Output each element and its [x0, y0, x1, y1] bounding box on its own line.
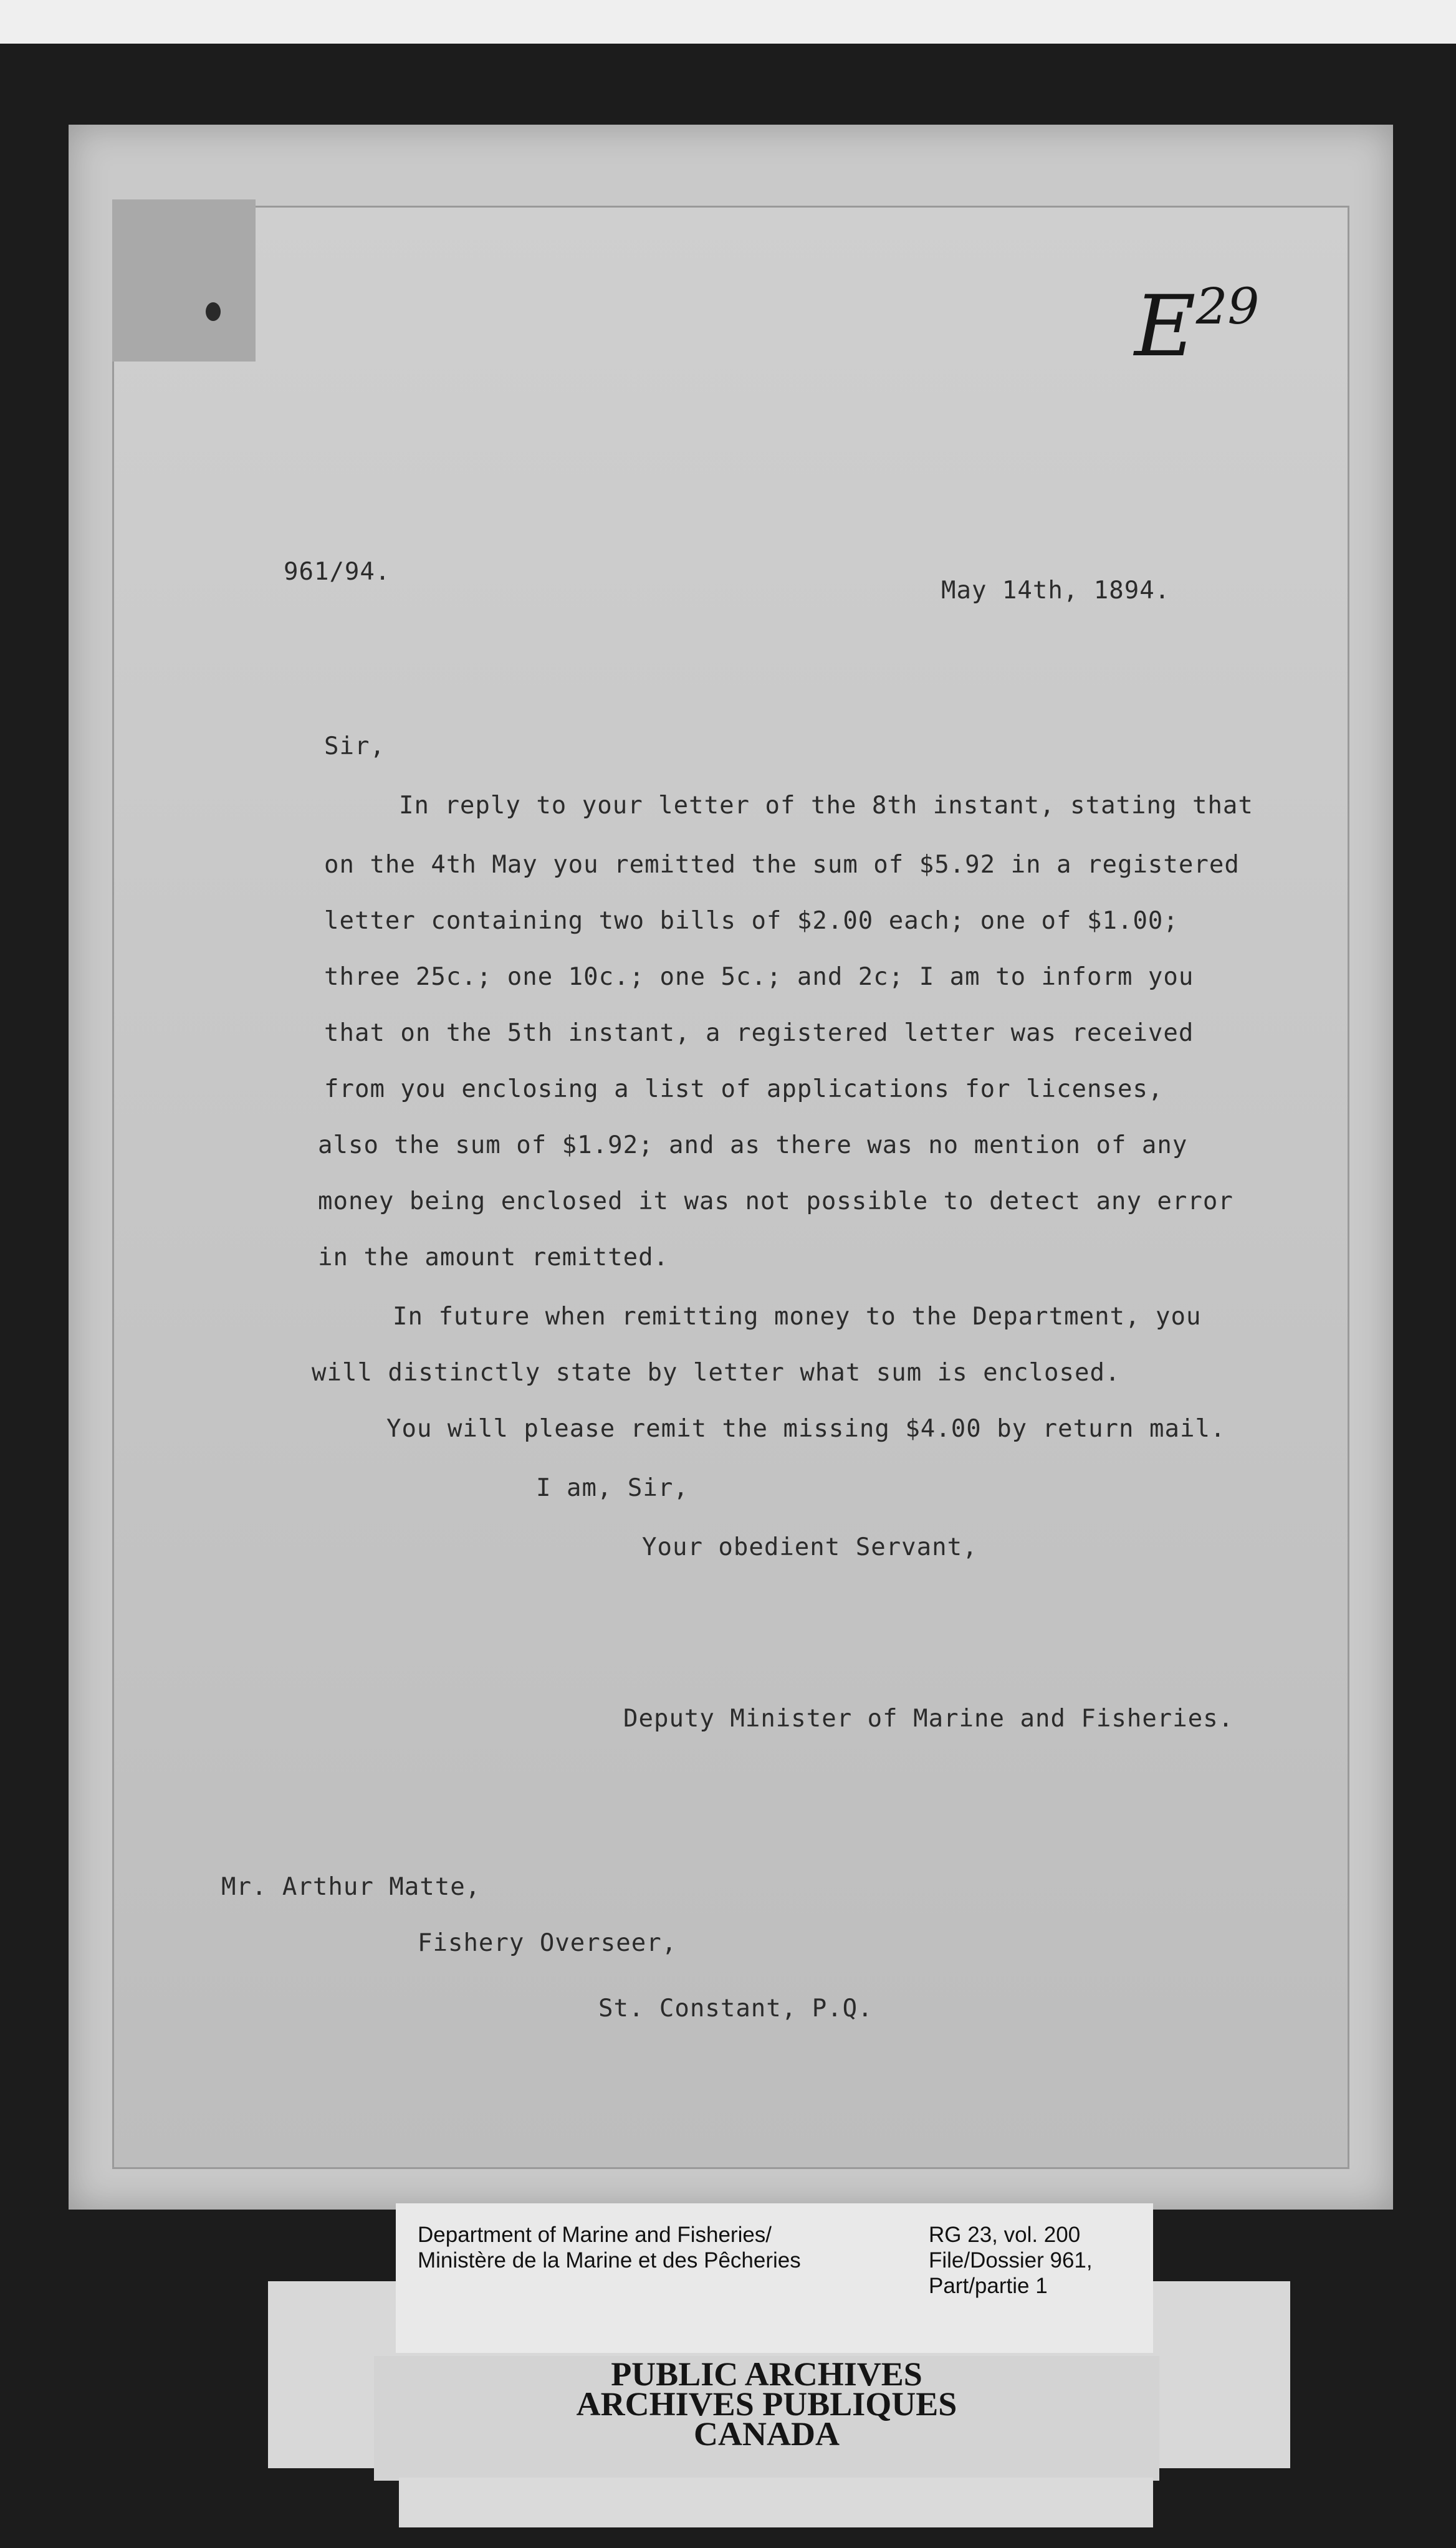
body-line: that on the 5th instant, a registered letter was received [324, 1019, 1194, 1047]
signatory: Deputy Minister of Marine and Fisheries. [623, 1705, 1234, 1733]
letter-date: May 14th, 1894. [941, 577, 1171, 605]
archive-base [399, 2478, 1153, 2527]
body-line: letter containing two bills of $2.00 each; one of $1.00; [324, 907, 1179, 935]
corner-tab [112, 199, 256, 362]
punch-hole [206, 302, 221, 321]
handwritten-reference [1134, 277, 1259, 375]
top-border-strip [0, 0, 1456, 44]
body-line: on the 4th May you remitted the sum of $5.92 in a registered [324, 851, 1240, 879]
archive-label-department [418, 2222, 801, 2273]
department-french: Ministère de la Marine et des Pêcheries [418, 2248, 801, 2273]
stamp-line-english: PUBLIC ARCHIVES [611, 2355, 922, 2393]
body-line: will distinctly state by letter what sum is enclosed. [312, 1359, 1121, 1387]
record-group: RG 23, vol. 200 [929, 2223, 1081, 2247]
body-line: In future when remitting money to the Department, you [393, 1303, 1202, 1331]
addressee-place: St. Constant, P.Q. [598, 1995, 873, 2023]
part-partie: Part/partie 1 [929, 2274, 1048, 2298]
closing-line: Your obedient Servant, [642, 1533, 978, 1561]
handwritten-mark: E [1134, 277, 1196, 375]
closing-line: I am, Sir, [536, 1474, 689, 1502]
file-dossier: File/Dossier 961, [929, 2248, 1093, 2273]
archives-stamp [374, 2355, 1159, 2453]
body-line: from you enclosing a list of applications for licenses, [324, 1075, 1164, 1103]
addressee-title: Fishery Overseer, [418, 1929, 678, 1957]
salutation: Sir, [324, 732, 385, 760]
archive-label [396, 2203, 1153, 2353]
department-english: Department of Marine and Fisheries/ [418, 2223, 772, 2247]
body-line: In reply to your letter of the 8th instant, stating that [399, 792, 1253, 820]
body-line: three 25c.; one 10c.; one 5c.; and 2c; I am to inform you [324, 963, 1194, 991]
body-line: also the sum of $1.92; and as there was no mention of any [318, 1131, 1188, 1159]
handwritten-number: 29 [1195, 277, 1260, 335]
stamp-line-french: ARCHIVES PUBLIQUES [576, 2385, 957, 2423]
body-line: money being enclosed it was not possible to detect any error [318, 1187, 1233, 1215]
body-line: in the amount remitted. [318, 1243, 669, 1272]
addressee-name: Mr. Arthur Matte, [221, 1873, 481, 1901]
file-number: 961/94. [284, 558, 391, 586]
body-line: You will please remit the missing $4.00 by return mail. [386, 1415, 1226, 1443]
stamp-line-country: CANADA [694, 2415, 840, 2453]
archive-label-reference [929, 2222, 1093, 2299]
